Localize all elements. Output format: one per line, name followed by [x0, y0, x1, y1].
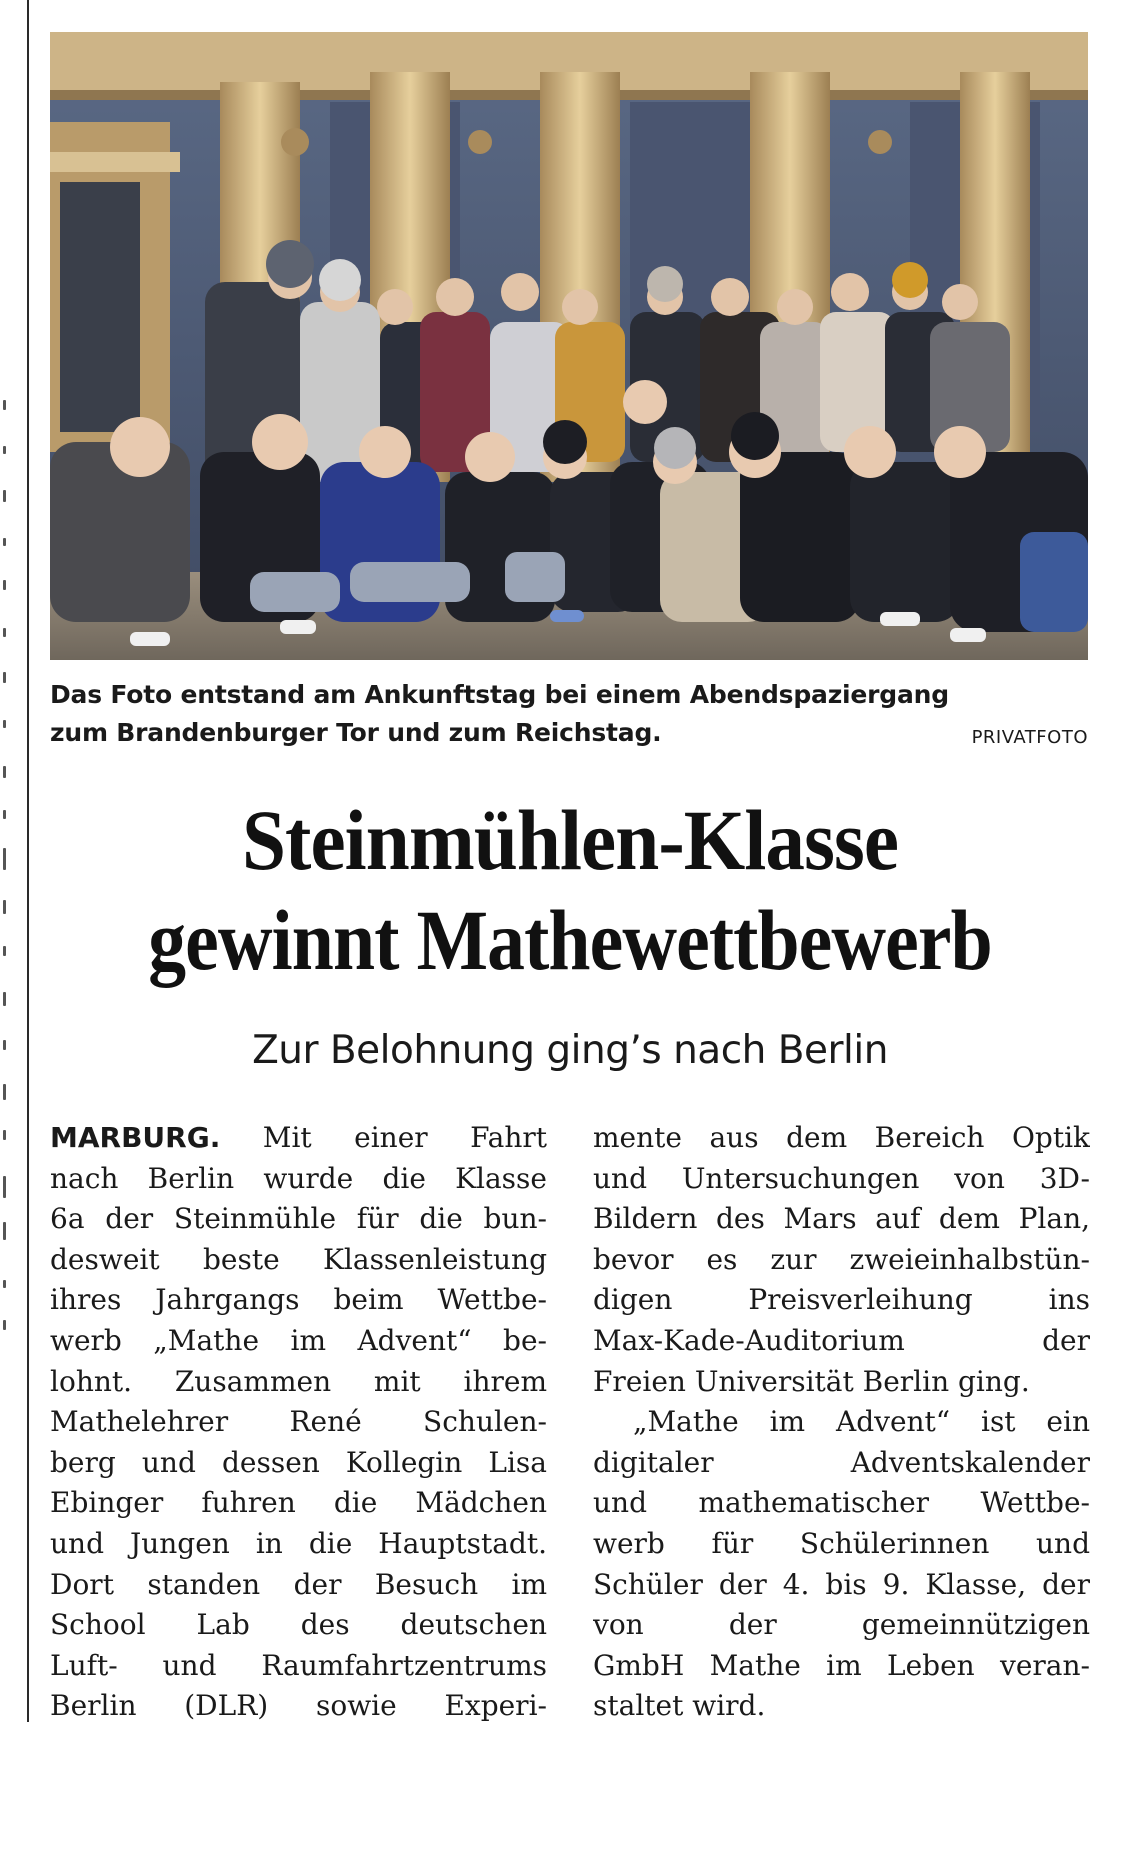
photo-credit: PRIVATFOTO: [971, 727, 1088, 748]
body-line: nach Berlin wurde die Klasse: [50, 1161, 547, 1195]
photo-caption: [50, 676, 1088, 752]
body-line: Schüler der 4. bis 9. Klasse, der: [593, 1567, 1090, 1601]
caption-line: zum Brandenburger Tor und zum Reichstag.: [50, 718, 662, 747]
body-line: Max-Kade-Auditorium der: [593, 1323, 1090, 1357]
body-line: Dort standen der Besuch im: [50, 1567, 547, 1601]
column-divider-rule: [27, 0, 29, 1722]
article-headline: [40, 790, 1100, 990]
body-line: School Lab des deutschen: [50, 1608, 547, 1642]
body-line: bevor es zur zweieinhalbstün-: [593, 1242, 1090, 1276]
body-line: Mathelehrer René Schulen-: [50, 1405, 547, 1439]
body-line: GmbH Mathe im Leben veran-: [593, 1648, 1090, 1682]
body-line: Berlin (DLR) sowie Experi-: [50, 1689, 547, 1723]
body-line: desweit beste Klassenleistung: [50, 1242, 547, 1276]
body-line: digitaler Adventskalender: [593, 1445, 1090, 1479]
body-line: werb für Schülerinnen und: [593, 1526, 1090, 1560]
body-column-right: [593, 1118, 1090, 1727]
body-line: Bildern des Mars auf dem Plan,: [593, 1202, 1090, 1236]
adjacent-column-text-fragments: [0, 400, 12, 1720]
body-line: und Untersuchungen von 3D-: [593, 1161, 1090, 1195]
body-line-first: [50, 1118, 547, 1159]
group-photo: [50, 32, 1088, 660]
body-line: und mathematischer Wettbe-: [593, 1486, 1090, 1520]
body-line: Ebinger fuhren die Mädchen: [50, 1486, 547, 1520]
body-line: ihres Jahrgangs beim Wettbe-: [50, 1283, 547, 1317]
caption-line: Das Foto entstand am Ankunftstag bei einem Abendspaziergang: [50, 680, 949, 709]
body-line: werb „Mathe im Advent“ be-: [50, 1323, 547, 1357]
body-line: Freien Universität Berlin ging.: [593, 1364, 1030, 1398]
body-line: „Mathe im Advent“ ist ein: [633, 1405, 1090, 1439]
article-subheadline: Zur Belohnung ging’s nach Berlin: [252, 1028, 888, 1073]
body-line: staltet wird.: [593, 1689, 766, 1723]
headline-line: gewinnt Mathewettbewerb: [148, 892, 992, 988]
body-line: und Jungen in die Hauptstadt.: [50, 1526, 547, 1560]
body-line: lohnt. Zusammen mit ihrem: [50, 1364, 547, 1398]
body-line: berg und dessen Kollegin Lisa: [50, 1445, 547, 1479]
body-line: Luft- und Raumfahrtzentrums: [50, 1648, 547, 1682]
body-line: 6a der Steinmühle für die bun-: [50, 1202, 547, 1236]
body-line: von der gemeinnützigen: [593, 1608, 1090, 1642]
body-text: Mit einer Fahrt: [220, 1121, 547, 1154]
body-line: digen Preisverleihung ins: [593, 1283, 1090, 1317]
body-line: mente aus dem Bereich Optik: [593, 1121, 1090, 1154]
body-column-left: [50, 1118, 547, 1727]
headline-line: Steinmühlen-Klasse: [241, 792, 899, 888]
dateline: MARBURG.: [50, 1121, 221, 1154]
